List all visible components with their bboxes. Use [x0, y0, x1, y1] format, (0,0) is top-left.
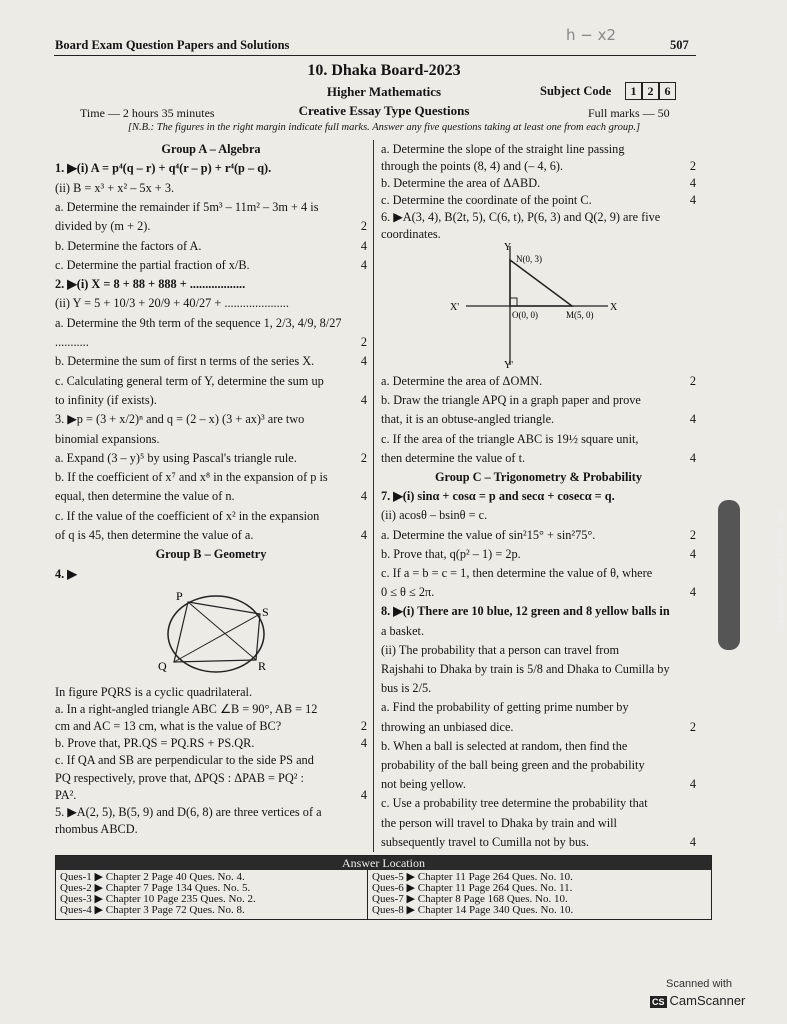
- full-marks: Full marks — 50: [588, 106, 670, 120]
- instructions-note: [N.B.: The figures in the right margin indicate full marks. Answer any five questions taking at least one from each group.]: [127, 122, 641, 133]
- question-line: Group B – Geometry: [155, 547, 267, 562]
- question-line: Group C – Trigonometry & Probability: [434, 470, 643, 484]
- question-line: Group A – Algebra: [161, 142, 261, 156]
- question-line: probability of the ball being green and the probability: [381, 758, 645, 772]
- question-line: a. Determine the area of ΔOMN.: [381, 374, 543, 388]
- question-line: a. Determine the value of sin²15° + sin²75°.: [381, 527, 596, 542]
- answer-row: Ques-3 ▶ Chapter 10 Page 235 Ques. No. 2.: [60, 893, 256, 905]
- question-line: 5. ▶A(2, 5), B(5, 9) and D(6, 8) are three vertices of a: [55, 804, 322, 819]
- question-line: 8. ▶(i) There are 10 blue, 12 green and 8 yellow balls in: [381, 604, 670, 619]
- answer-row: Ques-1 ▶ Chapter 2 Page 40 Ques. No. 4.: [60, 871, 245, 883]
- side-tab: [718, 500, 740, 650]
- question-line: subsequently travel to Cumilla not by bus.: [381, 834, 590, 849]
- marks-value: 4: [689, 193, 696, 207]
- marks-value: 2: [689, 527, 696, 542]
- question-line: In figure PQRS is a cyclic quadrilateral.: [55, 685, 253, 699]
- header-rule: [54, 55, 696, 56]
- answer-row: Ques-6 ▶ Chapter 11 Page 264 Ques. No. 11.: [372, 882, 573, 894]
- question-line: a. In a right-angled triangle ABC ∠B = 90°, AB = 12: [55, 702, 318, 717]
- side-tab-label: Suggestions and Model Test: [775, 507, 787, 634]
- question-line: (ii) The probability that a person can travel from: [381, 642, 620, 657]
- point-o-label: O(0, 0): [512, 310, 538, 320]
- marks-value: 4: [689, 412, 696, 427]
- question-line: b. Prove that, PR.QS = PQ.RS + PS.QR.: [55, 736, 255, 751]
- marks-value: 4: [360, 238, 367, 253]
- running-header-title: Board Exam Question Papers and Solutions: [55, 38, 290, 52]
- subject-code-digit: 6: [659, 82, 676, 100]
- question-line: b. Determine the area of ΔABD.: [381, 176, 541, 190]
- scanner-brand-name: CamScanner: [669, 993, 746, 1008]
- question-line: c. If QA and SB are perpendicular to the side PS and: [55, 753, 314, 768]
- question-line: b. When a ball is selected at random, then find the: [381, 738, 628, 753]
- vertex-s-label: S: [262, 605, 269, 619]
- answer-location-title: Answer Location: [56, 856, 711, 870]
- question-line: b. Determine the factors of A.: [55, 238, 202, 253]
- marks-value: 4: [360, 489, 367, 504]
- marks-value: 2: [360, 719, 367, 734]
- question-line: bus is 2/5.: [381, 681, 432, 696]
- question-line: a. Determine the remainder if 5m³ – 11m² – 3m + 4 is: [55, 199, 319, 214]
- scanner-caption: Scanned with: [666, 978, 733, 990]
- subject-code-label: Subject Code: [540, 84, 612, 98]
- answer-row: Ques-4 ▶ Chapter 3 Page 72 Ques. No. 8.: [60, 904, 245, 916]
- question-line: of q is 45, then determine the value of a.: [55, 528, 254, 542]
- cyclic-quadrilateral-figure: [150, 588, 285, 683]
- vertex-q-label: Q: [158, 659, 167, 673]
- marks-value: 4: [689, 176, 696, 190]
- question-line: (ii) Y = 5 + 10/3 + 20/9 + 40/27 + .....................: [55, 296, 289, 311]
- marks-value: 4: [689, 834, 696, 849]
- marks-value: 4: [360, 787, 367, 802]
- question-line: 6. ▶A(3, 4), B(2t, 5), C(6, t), P(6, 3) and Q(2, 9) are five: [381, 210, 661, 224]
- answer-row: Ques-2 ▶ Chapter 7 Page 134 Ques. No. 5.: [60, 882, 251, 894]
- point-n-label: N(0, 3): [516, 254, 542, 264]
- question-type: Creative Essay Type Questions: [298, 103, 470, 118]
- marks-value: 4: [689, 546, 696, 561]
- scanner-brand: [650, 993, 745, 1008]
- question-line: c. Determine the partial fraction of x/B.: [55, 257, 250, 272]
- question-line: rhombus ABCD.: [55, 821, 138, 836]
- question-line: a. Find the probability of getting prime number by: [381, 700, 629, 715]
- answer-row: Ques-7 ▶ Chapter 8 Page 168 Ques. No. 10.: [372, 893, 568, 905]
- question-line: then determine the value of t.: [381, 450, 526, 465]
- question-line: 2. ▶(i) X = 8 + 88 + 888 + ..................: [55, 277, 246, 292]
- question-line: (ii) B = x³ + x² – 5x + 3.: [55, 180, 175, 195]
- marks-value: 2: [360, 335, 367, 349]
- question-line: the person will travel to Dhaka by train and will: [381, 815, 617, 830]
- question-line: a basket.: [381, 623, 425, 638]
- question-line: c. Determine the coordinate of the point C.: [381, 193, 592, 207]
- question-line: Rajshahi to Dhaka by train is 5/8 and Dhaka to Cumilla by: [381, 662, 670, 676]
- exam-time: Time — 2 hours 35 minutes: [80, 106, 215, 120]
- camscanner-logo-icon: CS: [652, 997, 665, 1007]
- question-line: b. Draw the triangle APQ in a graph paper and prove: [381, 393, 641, 408]
- question-line: a. Determine the slope of the straight line passing: [381, 142, 625, 156]
- marks-value: 2: [689, 159, 696, 173]
- answer-row: Ques-5 ▶ Chapter 11 Page 264 Ques. No. 10.: [372, 871, 573, 883]
- question-line: ...........: [55, 335, 89, 349]
- x-axis-label: X: [610, 302, 618, 313]
- question-line: a. Determine the 9th term of the sequence 1, 2/3, 4/9, 8/27: [55, 315, 342, 330]
- question-line: c. If the value of the coefficient of x² in the expansion: [55, 508, 320, 523]
- column-divider: [373, 140, 374, 852]
- question-line: (ii) acosθ – bsinθ = c.: [381, 508, 488, 523]
- answer-location-table: [55, 855, 712, 920]
- question-line: throwing an unbiased dice.: [381, 719, 514, 734]
- question-line: binomial expansions.: [55, 431, 160, 446]
- x-prime-label: X': [450, 302, 460, 313]
- question-line: PA².: [55, 787, 77, 802]
- question-line: divided by (m + 2).: [55, 219, 151, 234]
- marks-value: 4: [360, 392, 367, 407]
- pencil-note: h − x2: [566, 26, 617, 44]
- question-line: b. Prove that, q(p² – 1) = 2p.: [381, 546, 521, 561]
- question-line: c. If the area of the triangle ABC is 19½ square unit,: [381, 431, 639, 446]
- question-line: 4. ▶: [55, 566, 77, 581]
- marks-value: 4: [360, 528, 367, 542]
- question-line: 7. ▶(i) sinα + cosα = p and secα + cosecα = q.: [381, 489, 615, 504]
- vertex-p-label: P: [176, 589, 183, 603]
- question-line: 0 ≤ θ ≤ 2π.: [381, 585, 435, 600]
- question-line: b. If the coefficient of x⁷ and x⁸ in the expansion of p is: [55, 470, 328, 485]
- point-m-label: M(5, 0): [566, 310, 594, 320]
- question-line: equal, then determine the value of n.: [55, 489, 235, 504]
- page-number: 507: [670, 38, 689, 52]
- marks-value: 4: [360, 354, 367, 369]
- triangle-graph-figure: [448, 240, 628, 370]
- question-line: through the points (8, 4) and (– 4, 6).: [381, 159, 564, 173]
- answer-row: Ques-8 ▶ Chapter 14 Page 340 Ques. No. 10.: [372, 904, 574, 916]
- y-axis-label: Y: [504, 242, 512, 253]
- marks-value: 2: [689, 719, 696, 734]
- marks-value: 2: [689, 374, 696, 388]
- question-line: 1. ▶(i) A = p⁴(q – r) + q⁴(r – p) + r⁴(p – q).: [55, 161, 272, 176]
- question-line: that, it is an obtuse-angled triangle.: [381, 412, 555, 427]
- question-line: c. Calculating general term of Y, determine the sum up: [55, 373, 324, 388]
- question-line: to infinity (if exists).: [55, 392, 157, 407]
- subject-code-digit: 2: [642, 82, 659, 100]
- marks-value: 2: [360, 219, 367, 234]
- subject-name: Higher Mathematics: [326, 84, 442, 99]
- marks-value: 4: [689, 585, 696, 600]
- question-line: cm and AC = 13 cm, what is the value of BC?: [55, 719, 282, 734]
- question-line: c. Use a probability tree determine the probability that: [381, 796, 648, 811]
- marks-value: 2: [360, 450, 367, 465]
- question-line: 3. ▶p = (3 + x/2)ⁿ and q = (2 – x) (3 + ax)³ are two: [55, 412, 305, 427]
- y-prime-label: Y': [504, 360, 514, 371]
- question-line: not being yellow.: [381, 777, 466, 792]
- subject-code-digit: 1: [625, 82, 642, 100]
- vertex-r-label: R: [258, 659, 267, 673]
- answer-table-divider: [367, 870, 368, 919]
- question-line: a. Expand (3 – y)⁵ by using Pascal's triangle rule.: [55, 450, 297, 465]
- marks-value: 4: [689, 450, 696, 465]
- question-line: c. If a = b = c = 1, then determine the value of θ, where: [381, 566, 653, 580]
- marks-value: 4: [689, 777, 696, 792]
- marks-value: 4: [360, 736, 367, 751]
- marks-value: 4: [360, 257, 367, 272]
- question-line: coordinates.: [381, 227, 441, 241]
- question-line: b. Determine the sum of first n terms of the series X.: [55, 354, 315, 369]
- exam-title: 10. Dhaka Board-2023: [307, 62, 461, 79]
- question-line: PQ respectively, prove that, ΔPQS : ΔPAB = PQ² :: [55, 770, 304, 785]
